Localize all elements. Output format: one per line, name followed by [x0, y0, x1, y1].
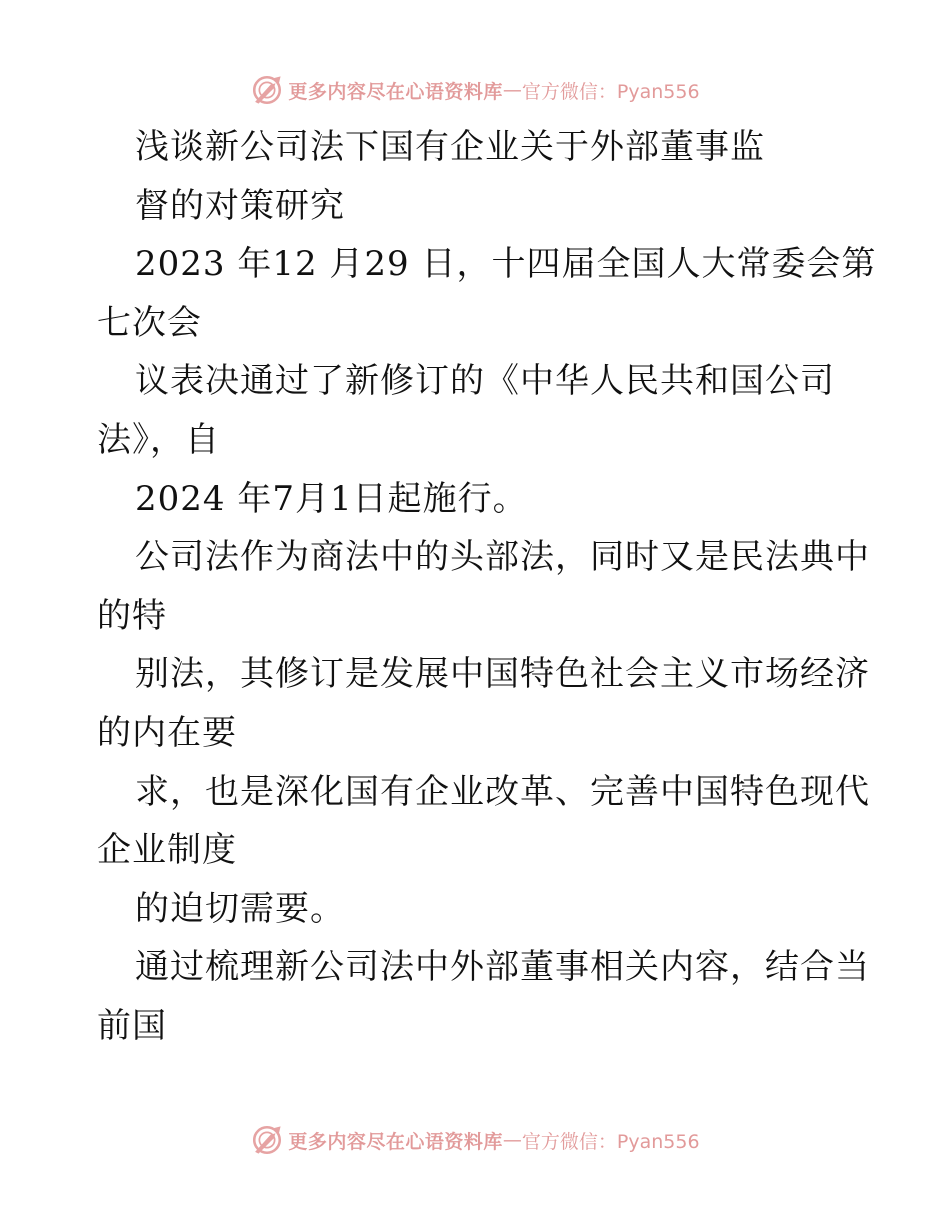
text-line: 通过梳理新公司法中外部董事相关内容，结合当 — [135, 947, 870, 988]
text-line: 七次会 — [97, 302, 202, 343]
footer-watermark — [0, 1118, 950, 1162]
text-line: 前国 — [97, 1005, 167, 1046]
text-line: 的内在要 — [97, 712, 237, 753]
watermark-text: 更多内容尽在心语资料库 — [288, 80, 503, 103]
text-line: 2023 年12 月29 日，十四届全国人大常委会第 — [135, 244, 877, 285]
watermark-wechat: 官方微信：Pyan556 — [521, 1130, 700, 1153]
text-line: 别法，其修订是发展中国特色社会主义市场经济 — [135, 654, 870, 695]
text-line: 的迫切需要。 — [135, 888, 345, 929]
text-line: 浅谈新公司法下国有企业关于外部董事监 — [135, 127, 765, 167]
text-line: 议表决通过了新修订的《中华人民共和国公司 — [135, 361, 835, 402]
watermark-separator: — — [502, 79, 522, 101]
text-line: 的特 — [97, 595, 167, 636]
watermark-separator: — — [502, 1129, 522, 1151]
pen-nib-logo-icon — [250, 73, 284, 107]
header-watermark — [0, 68, 950, 112]
watermark-text: 更多内容尽在心语资料库 — [288, 1130, 503, 1153]
document-body — [97, 118, 877, 1056]
text-line: 督的对策研究 — [135, 185, 345, 226]
watermark-wechat: 官方微信：Pyan556 — [521, 80, 700, 103]
text-line: 法》，自 — [97, 419, 220, 460]
text-line: 2024 年7月1日起施行。 — [135, 478, 528, 519]
text-line: 求，也是深化国有企业改革、完善中国特色现代 — [135, 771, 870, 812]
pen-nib-logo-icon — [250, 1123, 284, 1157]
text-line: 企业制度 — [97, 830, 237, 871]
text-line: 公司法作为商法中的头部法，同时又是民法典中 — [135, 537, 870, 578]
